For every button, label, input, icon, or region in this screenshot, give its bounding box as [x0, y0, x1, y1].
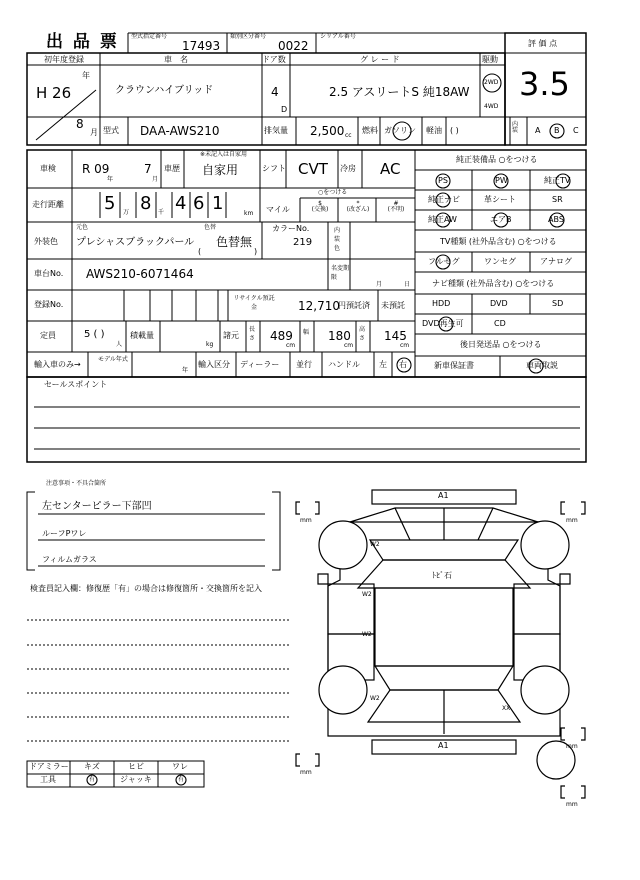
serial-label: シリアル番号	[320, 33, 356, 40]
nen-label: 年	[82, 71, 90, 80]
oneseg-option: ワンセグ	[484, 257, 516, 266]
sen-unit: 千	[158, 209, 165, 216]
fuel-paren: ( )	[450, 126, 459, 135]
jack-yu: 有	[178, 776, 185, 783]
grade-b: B	[554, 126, 560, 135]
gojitsu-title: 後日発送品 ○をつける	[460, 340, 542, 349]
haba-label: 幅	[303, 329, 310, 336]
kawa-option: 革シート	[484, 195, 516, 204]
shaken-tsuki: 月	[152, 176, 159, 183]
hyoka-label: 評 価 点	[528, 39, 558, 48]
cc-unit: cc	[345, 132, 352, 139]
shareki-label: 車歴	[164, 164, 180, 173]
migi-option: 右	[399, 360, 407, 369]
doa-label: ドア数	[262, 55, 286, 64]
dealer-option: ディーラー	[240, 360, 280, 369]
dvdsaisei-option: DVD再生可	[422, 319, 464, 328]
sales-label: セールスポイント	[44, 380, 108, 389]
shamei-label: 車 名	[164, 55, 188, 64]
sr-option: SR	[552, 195, 563, 204]
diagram-w2-rear: W2	[370, 695, 380, 702]
km-unit: km	[244, 210, 254, 217]
diagram-w2-front: W2	[370, 541, 380, 548]
katashiki-value: 17493	[182, 39, 221, 53]
handle-label: ハンドル	[328, 360, 360, 369]
naga-label: 長さ	[249, 326, 256, 342]
jikayo-value: 自家用	[202, 163, 239, 177]
sd-option: SD	[552, 299, 564, 308]
diagram-mm-1: mm	[300, 517, 312, 524]
shift-value: CVT	[298, 160, 328, 178]
tsukeru-note: ○をつける	[318, 189, 348, 196]
junsei-title: 純正装備品 ○をつける	[456, 155, 538, 164]
jack-label: ジャッキ	[120, 775, 152, 784]
kensa-label: 検査員記入欄：修復歴「有」の場合は修復箇所・交換箇所を記入	[30, 584, 262, 593]
taka-label: 高さ	[359, 326, 366, 342]
km-digit-5: 1	[212, 193, 224, 214]
model-year-label: モデル年式	[98, 356, 128, 363]
diagram-w2-door-rear: W2	[362, 631, 372, 638]
yunyu-kubun-label: 輸入区分	[198, 360, 230, 369]
fullseg-option: フルセグ	[428, 257, 460, 266]
shaken-nen: 年	[107, 176, 114, 183]
ruibetsu-value: 0022	[278, 39, 309, 53]
fumei-option: # (不明)	[387, 200, 405, 213]
nin-unit: 人	[116, 341, 123, 348]
touroku-label: 登録No.	[34, 300, 64, 309]
diagram-mm-3: mm	[300, 769, 312, 776]
naiso-label: 内装	[512, 121, 519, 134]
sokou-label: 走行距離	[32, 200, 64, 209]
color-name: プレシャスブラックパール	[76, 237, 195, 248]
chassis-value: AWS210-6071464	[86, 267, 194, 281]
shaken-month: 7	[144, 162, 152, 176]
diagram-roof-note: ﾄﾋﾞ石	[432, 571, 452, 580]
height-unit: cm	[400, 342, 410, 349]
km-digit-4: 6	[193, 193, 205, 214]
hdd-option: HDD	[432, 299, 451, 308]
motoiro-label: 元色	[76, 224, 89, 231]
shaken-label: 車検	[40, 164, 56, 173]
ruibetsu-label: 類別区分番号	[230, 33, 267, 40]
shadai-label: 車台No.	[34, 269, 64, 278]
shodo-label: 初年度登録	[44, 55, 84, 64]
torisetsu-option: 車両取説	[526, 361, 558, 370]
shaken-era: R 09	[82, 162, 110, 176]
tv-title: TV種類 (社外品含む) ○をつける	[440, 237, 557, 246]
navi-title: ナビ種類 (社外品含む) ○をつける	[432, 279, 555, 288]
diagram-a1-top: A1	[438, 491, 449, 500]
hibi-label: ヒビ	[128, 762, 144, 771]
haiki-label: 排気量	[264, 126, 288, 135]
length-unit: cm	[286, 342, 296, 349]
color-no-label: カラーNo.	[272, 224, 310, 233]
kogu-yu: 有	[89, 776, 96, 783]
sekisai-label: 積載量	[130, 331, 154, 340]
naisoshoku-label: 内装色	[334, 227, 341, 252]
kg-unit: kg	[206, 341, 214, 348]
yotakuzumi: 円預託済	[338, 301, 370, 310]
irokae-label: 色替	[204, 224, 217, 231]
chui-item-1: 左センターピラー下部凹	[42, 501, 152, 512]
height-value: 145	[384, 329, 407, 343]
kaizan-option: * (改ざん)	[346, 200, 370, 213]
meihen-tsuki: 月	[376, 281, 383, 288]
kudo-label: 駆動	[482, 55, 498, 64]
grade-a: A	[535, 126, 541, 135]
color-no-value: 219	[293, 237, 313, 248]
grade-c: C	[573, 126, 579, 135]
twowd-label: 2WD	[484, 79, 499, 86]
diagram-a1-bottom: A1	[438, 741, 449, 750]
month-value: 8	[76, 117, 84, 131]
dvd-option: DVD	[490, 299, 508, 308]
irokae-value: 色替無	[216, 235, 253, 249]
grade-label: グ レ ー ド	[360, 55, 400, 64]
door-mirror-label: ドアミラー	[29, 762, 69, 771]
meihen-label: 名変期限	[331, 265, 350, 281]
keiyu-option: 軽油	[426, 126, 442, 135]
katashiki-label: 型式指定番号	[131, 33, 168, 40]
ac-value: AC	[380, 160, 401, 178]
chui-item-2: ルーフPワレ	[42, 529, 87, 538]
junnavi-option: 純正ナビ	[428, 195, 460, 204]
length-value: 489	[270, 329, 293, 343]
diagram-xx: XX	[502, 705, 511, 712]
man-unit: 万	[123, 209, 130, 216]
ps-option: PS	[438, 176, 448, 185]
note-jika: ※未記入は自家用	[200, 151, 248, 158]
irokae-paren-close: )	[254, 247, 258, 256]
displacement-value: 2,500	[310, 124, 345, 138]
chui-item-3: フィルムガラス	[42, 555, 97, 564]
era-value: H 26	[36, 84, 72, 102]
yunyu-label: 輸入車のみ→	[34, 360, 81, 369]
fourwd-label: 4WD	[484, 103, 499, 110]
katashiki2-label: 型式	[103, 126, 119, 135]
teiin-value: 5 ( )	[84, 329, 105, 340]
gasoline-option: ガソリン	[384, 126, 416, 135]
seiyo-label: 諸元	[223, 331, 239, 340]
miyotaku: 未預託	[381, 301, 405, 310]
juntv-option: 純正TV	[544, 176, 571, 185]
junaw-option: 純正AW	[428, 215, 457, 224]
analog-option: アナログ	[540, 257, 572, 266]
form-title: 出 品 票	[46, 32, 119, 52]
kogu-label: 工具	[40, 775, 56, 784]
door-count: 4	[271, 85, 279, 99]
width-unit: cm	[344, 342, 354, 349]
diagram-w2-door-front: W2	[362, 591, 372, 598]
kizu-label: キズ	[84, 762, 100, 771]
diagram-mm-4: mm	[566, 743, 578, 750]
gaiso-label: 外装色	[34, 237, 58, 246]
model-value: DAA-AWS210	[140, 124, 220, 138]
km-digit-1: 5	[104, 193, 116, 214]
tsuki-label: 月	[90, 128, 98, 137]
eabag-option: エアB	[490, 215, 512, 224]
cd-option: CD	[494, 319, 506, 328]
diagram-mm-5: mm	[566, 801, 578, 808]
km-digit-2: 8	[140, 193, 152, 214]
score-value: 3.5	[519, 65, 570, 103]
grade-value: 2.5 アスリートS 純18AW	[329, 85, 470, 99]
shinsha-option: 新車保証書	[434, 361, 474, 370]
reibo-label: 冷房	[340, 164, 356, 173]
car-name: クラウンハイブリッド	[115, 85, 214, 96]
car-diagram	[296, 490, 585, 798]
pw-option: PW	[495, 176, 508, 185]
abs-option: ABS	[548, 215, 564, 224]
irokae-paren: (	[198, 247, 202, 256]
mile-option: マイル	[266, 205, 290, 214]
model-year-nen: 年	[182, 367, 189, 374]
koukan-option: $ (交換)	[311, 200, 329, 213]
width-value: 180	[328, 329, 351, 343]
diagram-mm-2: mm	[566, 517, 578, 524]
teiin-label: 定員	[40, 331, 56, 340]
hidari-option: 左	[379, 360, 387, 369]
recycle-value: 12,710	[298, 299, 340, 313]
km-digit-3: 4	[175, 193, 187, 214]
door-d: D	[281, 105, 288, 114]
chui-label: 注意事項・不具合箇所	[46, 480, 107, 487]
ware-label: ワレ	[172, 762, 188, 771]
shift-label: シフト	[262, 164, 286, 173]
recycle-label: リサイクル預託金	[233, 295, 275, 311]
heiko-option: 並行	[296, 360, 312, 369]
meihen-hi: 日	[404, 281, 411, 288]
nenryo-label: 燃料	[362, 126, 378, 135]
